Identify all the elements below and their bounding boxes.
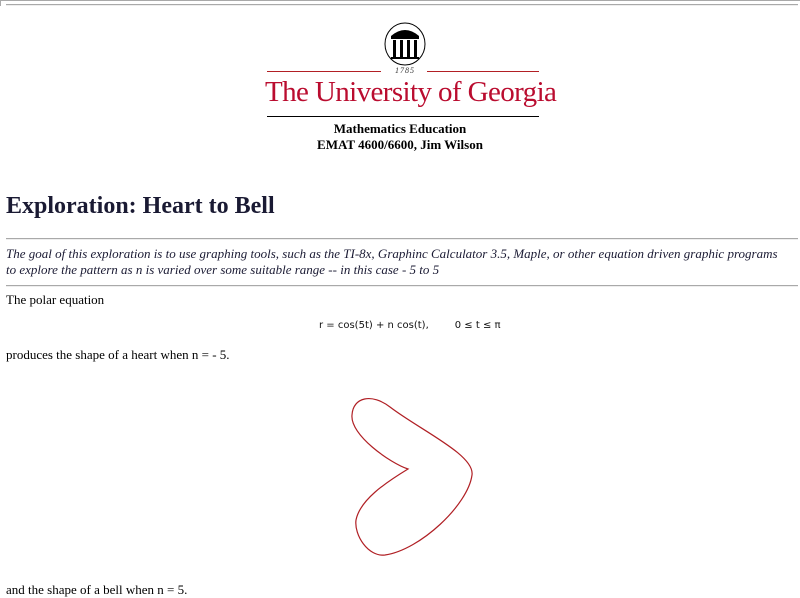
heart-graph [330, 375, 490, 575]
logo-underline [267, 116, 539, 117]
course-name: EMAT 4600/6600, Jim Wilson [317, 137, 483, 152]
page-title: Exploration: Heart to Bell [6, 193, 275, 219]
goal-rule [6, 285, 798, 287]
arch-logo-icon [383, 22, 427, 70]
logo-rule-right [427, 71, 539, 72]
top-rule [6, 4, 798, 6]
equation-range: 0 ≤ t ≤ π [454, 320, 501, 331]
polar-equation [319, 320, 501, 331]
uga-logo [265, 22, 557, 120]
equation-text: r = cos(5t) + n cos(t), [319, 320, 429, 331]
heart-curve [352, 399, 472, 556]
bell-caption: and the shape of a bell when n = 5. [6, 582, 188, 597]
title-rule [6, 238, 798, 240]
logo-year: 1785 [395, 66, 415, 75]
department-name: Mathematics Education [333, 121, 467, 136]
intro-text: The polar equation [6, 292, 105, 307]
goal-paragraph: The goal of this exploration is to use graphing tools, such as the TI-8x, Graphinc Calculator 3.5, Maple, or other equation driven graphic programs to explore the pattern as n is varied over some suitable range -- in this case - 5 to 5 [6, 246, 778, 277]
university-name: The University of Georgia [265, 76, 557, 108]
heart-caption: produces the shape of a heart when n = - 5. [6, 347, 230, 362]
